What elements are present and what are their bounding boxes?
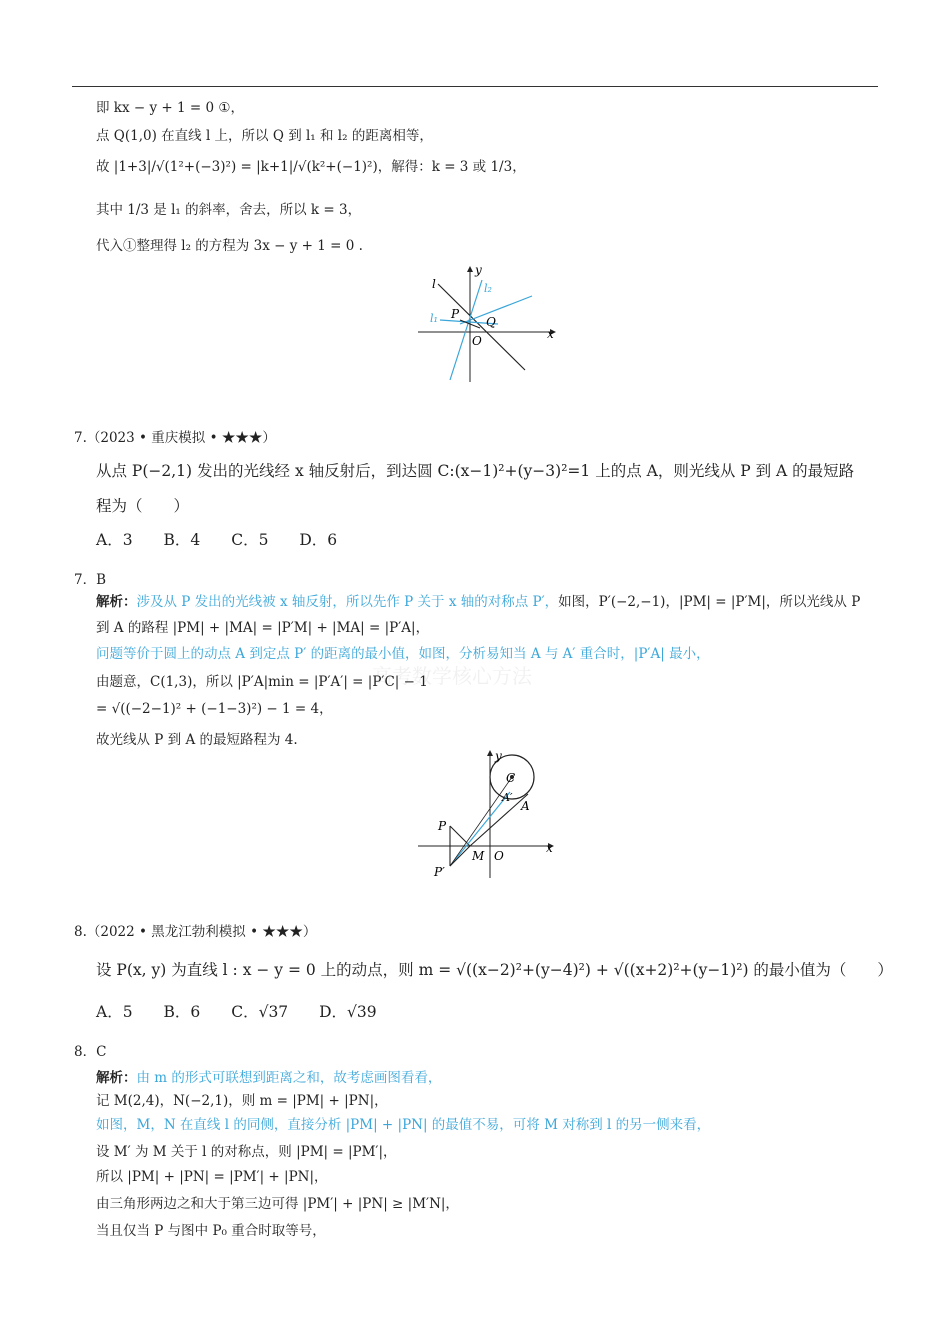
fig6-label-l2: l₂ — [484, 282, 492, 295]
q8-option-b: B．6 — [163, 1003, 201, 1021]
q7-number: 7.（2023 • 重庆模拟 • ★★★） — [74, 430, 276, 446]
sol7-blue-2: 问题等价于圆上的动点 A 到定点 P′ 的距离的最小值，如图，分析易知当 A 与 A′ 重合时，|P′A| 最小， — [96, 646, 710, 662]
figure-7 — [410, 748, 560, 883]
sol8-answer: 8．C — [74, 1044, 107, 1060]
q7-option-a: A．3 — [96, 531, 133, 549]
q8-stem: 设 P(x, y) 为直线 l : x − y = 0 上的动点，则 m = √((x−2)²+(y−4)²) + √((x+2)²+(y−1)²) 的最小值为（ ） — [96, 961, 893, 979]
fig6-label-O: O — [472, 334, 482, 348]
watermark: 高考数学核心方法 — [372, 664, 532, 688]
sol8-line-1 — [96, 1066, 441, 1086]
fig6-line-l2 — [450, 280, 482, 380]
sol7-line-2: 到 A 的路程 |PM| + |MA| = |P′M| + |MA| = |P′A|， — [96, 620, 430, 636]
figure-6 — [410, 262, 560, 387]
sol8-line-6: 由三角形两边之和大于第三边可得 |PM′| + |PN| ≥ |M′N|， — [96, 1196, 459, 1212]
fig6-label-l: l — [432, 277, 436, 291]
fig7-segment-P1M — [450, 846, 470, 866]
q8-option-a: A．5 — [96, 1003, 133, 1021]
fig6-label-Q: Q — [486, 315, 496, 329]
sol7-line-1 — [96, 590, 860, 610]
q7-stem-line-2: 程为（ ） — [96, 497, 190, 515]
sol8-line-5: 所以 |PM| + |PN| = |PM′| + |PN|， — [96, 1169, 328, 1185]
fig6-y-arrow — [467, 266, 473, 272]
fig7-label-C: C — [506, 771, 516, 785]
fig7-label-y: y — [495, 749, 502, 763]
fig7-label-O: O — [494, 849, 504, 863]
q7-stem-line-1: 从点 P(−2,1) 发出的光线经 x 轴反射后，到达圆 C:(x−1)²+(y−3)²=1 上的点 A，则光线从 P 到 A 的最短路 — [96, 462, 855, 480]
sol8-line-2: 记 M(2,4)，N(−2,1)，则 m = |PM| + |PN|， — [96, 1093, 388, 1109]
sol6-line-3: 故 |1+3|/√(1²+(−3)²) = |k+1|/√(k²+(−1)²)，解得：k = 3 或 1/3， — [96, 159, 526, 175]
fig7-label-P1: P′ — [434, 865, 445, 879]
fig6-label-y: y — [475, 263, 482, 277]
fig6-label-l1: l₁ — [430, 312, 438, 325]
fig7-ray-MA — [470, 794, 528, 846]
header-rule — [72, 86, 878, 87]
fig7-label-P: P — [438, 819, 447, 833]
sol8-blue-3: 如图，M，N 在直线 l 的同侧，直接分析 |PM| + |PN| 的最值不易，可将 M 对称到 l 的另一侧来看， — [96, 1117, 711, 1133]
q7-option-c: C．5 — [231, 531, 269, 549]
q7-option-b: B．4 — [163, 531, 201, 549]
fig6-line-l2b — [460, 296, 532, 324]
sol7-answer: 7．B — [74, 572, 107, 588]
q7-option-d: D．6 — [299, 531, 338, 549]
sol7-line-4: 由题意，C(1,3)，所以 |P′A|min = |P′A′| = |P′C| − 1 — [96, 674, 428, 690]
sol8-blue-1: 由 m 的形式可联想到距离之和，故考虑画图看看， — [136, 1070, 442, 1086]
sol6-line-4: 其中 1/3 是 l₁ 的斜率，舍去，所以 k = 3， — [96, 202, 362, 218]
fig7-label-M: M — [472, 849, 485, 863]
fig6-label-x: x — [547, 327, 554, 341]
sol6-line-1: 即 kx − y + 1 = 0 ①， — [96, 100, 244, 116]
sol8-label: 解析： — [96, 1070, 137, 1086]
fig7-label-A: A — [521, 799, 530, 813]
sol7-line-1b: 如图，P′(−2,−1)，|PM| = |P′M|，所以光线从 P — [558, 594, 861, 610]
sol8-line-4: 设 M′ 为 M 关于 l 的对称点，则 |PM| = |PM′|， — [96, 1144, 397, 1160]
fig7-label-A1: A′ — [502, 791, 513, 804]
sol7-line-6: 故光线从 P 到 A 的最短路程为 4. — [96, 732, 298, 748]
sol6-line-2: 点 Q(1,0) 在直线 l 上，所以 Q 到 l₁ 和 l₂ 的距离相等， — [96, 128, 433, 144]
sol6-line-5: 代入①整理得 l₂ 的方程为 3x − y + 1 = 0 . — [96, 238, 363, 254]
sol7-blue-1: 涉及从 P 发出的光线被 x 轴反射，所以先作 P 关于 x 轴的对称点 P′， — [136, 594, 559, 610]
fig7-y-arrow — [487, 750, 493, 756]
fig7-ray-PM — [450, 826, 470, 846]
sol7-line-5: = √((−2−1)² + (−1−3)²) − 1 = 4， — [96, 701, 333, 717]
fig6-label-P: P — [451, 307, 460, 321]
q7-options — [96, 528, 363, 550]
sol8-line-7: 当且仅当 P 与图中 P₀ 重合时取等号， — [96, 1223, 326, 1239]
q8-options — [96, 1000, 403, 1022]
q8-option-c: C．√37 — [231, 1003, 289, 1021]
fig6-line-l — [438, 284, 525, 370]
q8-number: 8.（2022 • 黑龙江勃利模拟 • ★★★） — [74, 924, 317, 940]
q8-option-d: D．√39 — [319, 1003, 377, 1021]
fig7-label-x: x — [546, 841, 553, 855]
sol7-label: 解析： — [96, 594, 137, 610]
